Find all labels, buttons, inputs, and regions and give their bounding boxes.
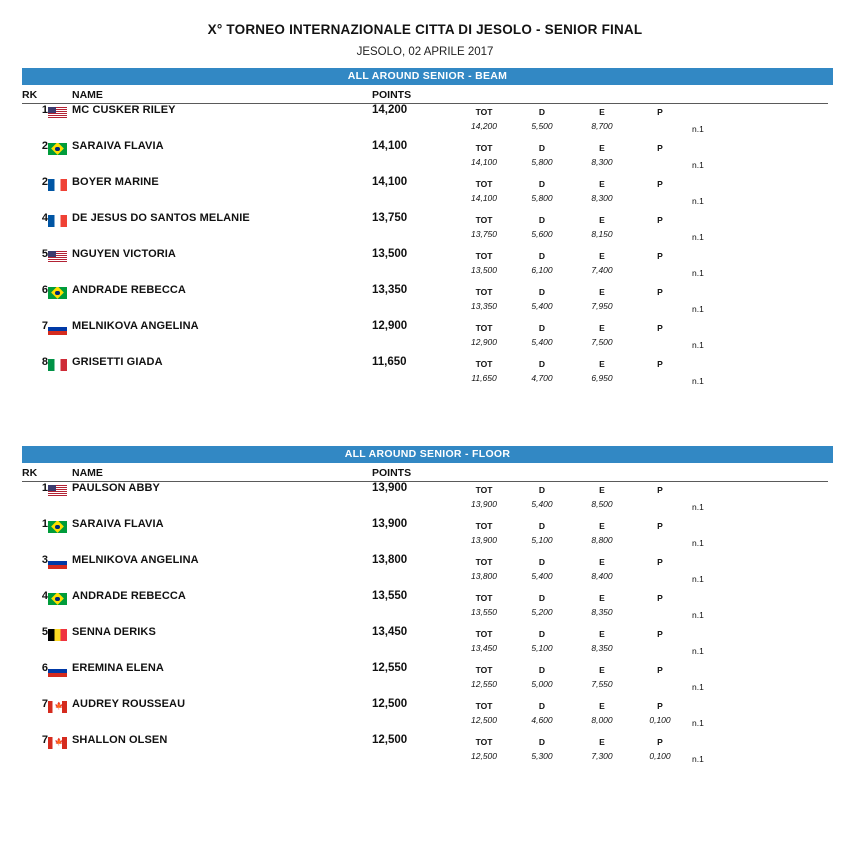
label-p: P — [657, 593, 663, 603]
table-row — [22, 662, 828, 698]
label-p: P — [657, 251, 663, 261]
label-d: D — [538, 143, 546, 153]
country-flag-cell — [48, 518, 72, 554]
country-flag-cell — [48, 698, 72, 734]
athlete-name: MELNIKOVA ANGELINA — [72, 320, 199, 332]
score-breakdown — [464, 140, 828, 176]
total-points: 12,550 — [372, 662, 408, 674]
sections-container — [0, 68, 850, 770]
column-header-rank: RK — [22, 463, 48, 482]
value-e: 8,350 — [591, 643, 613, 653]
label-tot: TOT — [475, 287, 493, 297]
table-row — [22, 104, 828, 141]
label-tot: TOT — [475, 143, 493, 153]
flag-usa-icon — [48, 107, 67, 119]
label-p: P — [657, 701, 663, 711]
value-e: 8,400 — [591, 571, 613, 581]
score-breakdown — [464, 104, 828, 140]
score-breakdown-cell — [464, 356, 828, 392]
column-header-flag — [48, 463, 72, 482]
table-header-row — [22, 463, 828, 482]
label-d: D — [538, 593, 546, 603]
routine-number: n.1 — [692, 574, 704, 584]
label-d: D — [538, 737, 546, 747]
label-e: E — [599, 737, 605, 747]
value-tot: 13,450 — [471, 643, 497, 653]
value-d: 5,000 — [531, 679, 553, 689]
value-e: 6,950 — [591, 373, 613, 383]
table-header-row — [22, 85, 828, 104]
score-breakdown — [464, 554, 828, 590]
athlete-name: BOYER MARINE — [72, 176, 159, 188]
value-d: 5,100 — [531, 535, 553, 545]
athlete-name: ANDRADE REBECCA — [72, 284, 186, 296]
label-d: D — [538, 323, 546, 333]
label-tot: TOT — [475, 251, 493, 261]
score-breakdown-cell — [464, 176, 828, 212]
value-tot: 12,900 — [471, 337, 497, 347]
total-points: 13,900 — [372, 482, 408, 494]
section-spacer — [0, 392, 850, 436]
value-d: 5,600 — [531, 229, 553, 239]
value-tot: 14,100 — [471, 193, 497, 203]
country-flag-cell — [48, 590, 72, 626]
label-p: P — [657, 629, 663, 639]
label-e: E — [599, 701, 605, 711]
athlete-name: MC CUSKER RILEY — [72, 104, 176, 116]
results-section — [0, 68, 850, 392]
value-e: 7,400 — [591, 265, 613, 275]
label-tot: TOT — [475, 737, 493, 747]
value-d: 5,400 — [531, 499, 553, 509]
label-d: D — [538, 701, 546, 711]
flag-fra-icon — [48, 215, 67, 227]
table-row — [22, 518, 828, 554]
rank-value: 7 — [41, 698, 48, 710]
document-subtitle: JESOLO, 02 APRILE 2017 — [356, 46, 494, 58]
score-breakdown-cell — [464, 482, 828, 519]
value-e: 7,950 — [591, 301, 613, 311]
label-e: E — [599, 557, 605, 567]
score-breakdown-cell — [464, 590, 828, 626]
rank-value: 7 — [41, 734, 48, 746]
score-breakdown-cell — [464, 320, 828, 356]
value-p: 0,100 — [649, 751, 671, 761]
athlete-name: DE JESUS DO SANTOS MELANIE — [72, 212, 250, 224]
flag-usa-icon — [48, 251, 67, 263]
table-row — [22, 140, 828, 176]
label-d: D — [538, 287, 546, 297]
table-row — [22, 320, 828, 356]
label-p: P — [657, 485, 663, 495]
label-tot: TOT — [475, 701, 493, 711]
routine-number: n.1 — [692, 232, 704, 242]
routine-number: n.1 — [692, 610, 704, 620]
flag-rus-icon — [48, 323, 67, 335]
athlete-name: SENNA DERIKS — [72, 626, 156, 638]
table-row — [22, 212, 828, 248]
label-e: E — [599, 359, 605, 369]
label-tot: TOT — [475, 179, 493, 189]
country-flag-cell — [48, 626, 72, 662]
label-e: E — [599, 251, 605, 261]
rank-value: 1 — [41, 104, 48, 116]
score-breakdown-cell — [464, 518, 828, 554]
label-p: P — [657, 359, 663, 369]
table-row — [22, 482, 828, 519]
rank-value: 5 — [41, 248, 48, 260]
routine-number: n.1 — [692, 376, 704, 386]
label-d: D — [538, 557, 546, 567]
label-tot: TOT — [475, 215, 493, 225]
athlete-name: AUDREY ROUSSEAU — [72, 698, 186, 710]
country-flag-cell — [48, 140, 72, 176]
total-points: 12,900 — [372, 320, 408, 332]
flag-fra-icon — [48, 179, 67, 191]
athlete-name: GRISETTI GIADA — [72, 356, 163, 368]
total-points: 11,650 — [372, 356, 407, 368]
total-points: 13,800 — [372, 554, 408, 566]
flag-rus-icon — [48, 665, 67, 677]
value-tot: 13,750 — [471, 229, 497, 239]
value-d: 5,800 — [531, 193, 553, 203]
score-breakdown-cell — [464, 698, 828, 734]
label-p: P — [657, 323, 663, 333]
value-e: 7,300 — [591, 751, 613, 761]
country-flag-cell — [48, 554, 72, 590]
rank-value: 8 — [41, 356, 48, 368]
value-d: 5,400 — [531, 301, 553, 311]
flag-bel-icon — [48, 629, 67, 641]
label-e: E — [599, 179, 605, 189]
athlete-name: SHALLON OLSEN — [72, 734, 168, 746]
score-breakdown-cell — [464, 626, 828, 662]
label-tot: TOT — [475, 557, 493, 567]
column-header-points: POINTS — [372, 85, 464, 104]
table-row — [22, 554, 828, 590]
value-tot: 13,350 — [471, 301, 497, 311]
rank-value: 2 — [41, 176, 48, 188]
total-points: 14,100 — [372, 176, 408, 188]
score-breakdown — [464, 248, 828, 284]
document-title: X° TORNEO INTERNAZIONALE CITTA DI JESOLO - SENIOR FINAL — [207, 22, 643, 37]
label-p: P — [657, 107, 663, 117]
value-tot: 14,200 — [471, 121, 497, 131]
label-tot: TOT — [475, 593, 493, 603]
label-p: P — [657, 557, 663, 567]
athlete-name: SARAIVA FLAVIA — [72, 518, 164, 530]
value-d: 6,100 — [531, 265, 553, 275]
results-section — [0, 446, 850, 770]
label-tot: TOT — [475, 323, 493, 333]
score-breakdown-cell — [464, 212, 828, 248]
results-body — [22, 482, 828, 771]
table-row — [22, 284, 828, 320]
athlete-name: PAULSON ABBY — [72, 482, 160, 494]
value-p: 0,100 — [649, 715, 671, 725]
rank-value: 6 — [41, 662, 48, 674]
routine-number: n.1 — [692, 268, 704, 278]
total-points: 13,450 — [372, 626, 408, 638]
total-points: 12,500 — [372, 698, 408, 710]
column-header-detail — [464, 463, 828, 482]
value-e: 8,300 — [591, 157, 613, 167]
flag-can-icon: 🍁 — [48, 701, 67, 713]
rank-value: 4 — [41, 212, 48, 224]
value-e: 8,500 — [591, 499, 613, 509]
value-d: 5,800 — [531, 157, 553, 167]
score-breakdown — [464, 698, 828, 734]
document-header — [0, 0, 850, 58]
value-e: 7,550 — [591, 679, 613, 689]
score-breakdown — [464, 320, 828, 356]
athlete-name: ANDRADE REBECCA — [72, 590, 186, 602]
score-breakdown-cell — [464, 662, 828, 698]
flag-usa-icon — [48, 485, 67, 497]
value-d: 5,400 — [531, 571, 553, 581]
country-flag-cell — [48, 176, 72, 212]
score-breakdown — [464, 590, 828, 626]
value-e: 8,350 — [591, 607, 613, 617]
rank-value: 7 — [41, 320, 48, 332]
label-d: D — [538, 359, 546, 369]
label-e: E — [599, 143, 605, 153]
total-points: 13,550 — [372, 590, 408, 602]
table-row — [22, 734, 828, 770]
label-d: D — [538, 251, 546, 261]
value-d: 5,300 — [531, 751, 553, 761]
column-header-flag — [48, 85, 72, 104]
routine-number: n.1 — [692, 754, 704, 764]
label-d: D — [538, 107, 546, 117]
total-points: 13,350 — [372, 284, 408, 296]
value-e: 8,300 — [591, 193, 613, 203]
total-points: 13,500 — [372, 248, 408, 260]
routine-number: n.1 — [692, 682, 704, 692]
value-e: 8,800 — [591, 535, 613, 545]
routine-number: n.1 — [692, 124, 704, 134]
score-breakdown-cell — [464, 104, 828, 141]
table-row — [22, 590, 828, 626]
value-tot: 13,900 — [471, 499, 497, 509]
score-breakdown — [464, 734, 828, 770]
score-breakdown-cell — [464, 734, 828, 770]
label-tot: TOT — [475, 485, 493, 495]
table-row — [22, 176, 828, 212]
label-tot: TOT — [475, 665, 493, 675]
value-d: 5,200 — [531, 607, 553, 617]
score-breakdown-cell — [464, 248, 828, 284]
total-points: 14,200 — [372, 104, 408, 116]
label-d: D — [538, 179, 546, 189]
score-breakdown — [464, 662, 828, 698]
score-breakdown — [464, 518, 828, 554]
routine-number: n.1 — [692, 538, 704, 548]
score-breakdown — [464, 284, 828, 320]
value-tot: 12,500 — [471, 715, 497, 725]
country-flag-cell — [48, 212, 72, 248]
score-breakdown-cell — [464, 554, 828, 590]
value-tot: 13,500 — [471, 265, 497, 275]
label-e: E — [599, 521, 605, 531]
label-e: E — [599, 629, 605, 639]
value-d: 5,100 — [531, 643, 553, 653]
column-header-name: NAME — [72, 85, 372, 104]
rank-value: 5 — [41, 626, 48, 638]
flag-ita-icon — [48, 359, 67, 371]
label-e: E — [599, 593, 605, 603]
rank-value: 2 — [41, 140, 48, 152]
routine-number: n.1 — [692, 196, 704, 206]
flag-bra-icon — [48, 143, 67, 155]
label-e: E — [599, 323, 605, 333]
score-breakdown — [464, 626, 828, 662]
value-tot: 13,900 — [471, 535, 497, 545]
results-table — [22, 85, 828, 392]
label-p: P — [657, 665, 663, 675]
routine-number: n.1 — [692, 340, 704, 350]
routine-number: n.1 — [692, 646, 704, 656]
value-tot: 12,500 — [471, 751, 497, 761]
flag-rus-icon — [48, 557, 67, 569]
label-e: E — [599, 485, 605, 495]
label-p: P — [657, 521, 663, 531]
rank-value: 1 — [41, 482, 48, 494]
routine-number: n.1 — [692, 304, 704, 314]
label-p: P — [657, 737, 663, 747]
country-flag-cell — [48, 356, 72, 392]
value-d: 4,700 — [531, 373, 553, 383]
routine-number: n.1 — [692, 718, 704, 728]
table-row — [22, 356, 828, 392]
score-breakdown — [464, 356, 828, 392]
value-d: 4,600 — [531, 715, 553, 725]
rank-value: 1 — [41, 518, 48, 530]
athlete-name: EREMINA ELENA — [72, 662, 164, 674]
score-breakdown-cell — [464, 284, 828, 320]
section-banner: ALL AROUND SENIOR - BEAM — [22, 68, 833, 85]
value-tot: 12,550 — [471, 679, 497, 689]
section-banner: ALL AROUND SENIOR - FLOOR — [22, 446, 833, 463]
athlete-name: SARAIVA FLAVIA — [72, 140, 164, 152]
label-e: E — [599, 107, 605, 117]
value-e: 8,000 — [591, 715, 613, 725]
value-e: 8,150 — [591, 229, 613, 239]
score-breakdown-cell — [464, 140, 828, 176]
label-e: E — [599, 665, 605, 675]
label-p: P — [657, 287, 663, 297]
athlete-name: MELNIKOVA ANGELINA — [72, 554, 199, 566]
value-d: 5,500 — [531, 121, 553, 131]
column-header-name: NAME — [72, 463, 372, 482]
label-e: E — [599, 287, 605, 297]
country-flag-cell — [48, 662, 72, 698]
total-points: 13,900 — [372, 518, 408, 530]
label-d: D — [538, 485, 546, 495]
results-body — [22, 104, 828, 393]
table-row — [22, 626, 828, 662]
score-breakdown — [464, 482, 828, 518]
label-tot: TOT — [475, 359, 493, 369]
score-breakdown — [464, 176, 828, 212]
column-header-points: POINTS — [372, 463, 464, 482]
value-tot: 13,550 — [471, 607, 497, 617]
table-row — [22, 698, 828, 734]
value-tot: 14,100 — [471, 157, 497, 167]
label-p: P — [657, 143, 663, 153]
label-tot: TOT — [475, 521, 493, 531]
column-header-rank: RK — [22, 85, 48, 104]
score-breakdown — [464, 212, 828, 248]
country-flag-cell — [48, 284, 72, 320]
table-row — [22, 248, 828, 284]
value-tot: 13,800 — [471, 571, 497, 581]
total-points: 13,750 — [372, 212, 408, 224]
country-flag-cell — [48, 248, 72, 284]
label-d: D — [538, 521, 546, 531]
routine-number: n.1 — [692, 502, 704, 512]
rank-value: 3 — [41, 554, 48, 566]
routine-number: n.1 — [692, 160, 704, 170]
total-points: 14,100 — [372, 140, 408, 152]
total-points: 12,500 — [372, 734, 408, 746]
label-d: D — [538, 629, 546, 639]
flag-bra-icon — [48, 521, 67, 533]
rank-value: 4 — [41, 590, 48, 602]
column-header-detail — [464, 85, 828, 104]
value-e: 8,700 — [591, 121, 613, 131]
rank-value: 6 — [41, 284, 48, 296]
results-table — [22, 463, 828, 770]
label-d: D — [538, 215, 546, 225]
flag-can-icon: 🍁 — [48, 737, 67, 749]
flag-bra-icon — [48, 287, 67, 299]
country-flag-cell — [48, 482, 72, 519]
label-tot: TOT — [475, 107, 493, 117]
label-d: D — [538, 665, 546, 675]
country-flag-cell — [48, 320, 72, 356]
label-p: P — [657, 215, 663, 225]
flag-bra-icon — [48, 593, 67, 605]
value-d: 5,400 — [531, 337, 553, 347]
label-tot: TOT — [475, 629, 493, 639]
country-flag-cell — [48, 734, 72, 770]
athlete-name: NGUYEN VICTORIA — [72, 248, 176, 260]
value-tot: 11,650 — [471, 373, 497, 383]
country-flag-cell — [48, 104, 72, 141]
value-e: 7,500 — [591, 337, 613, 347]
label-p: P — [657, 179, 663, 189]
label-e: E — [599, 215, 605, 225]
